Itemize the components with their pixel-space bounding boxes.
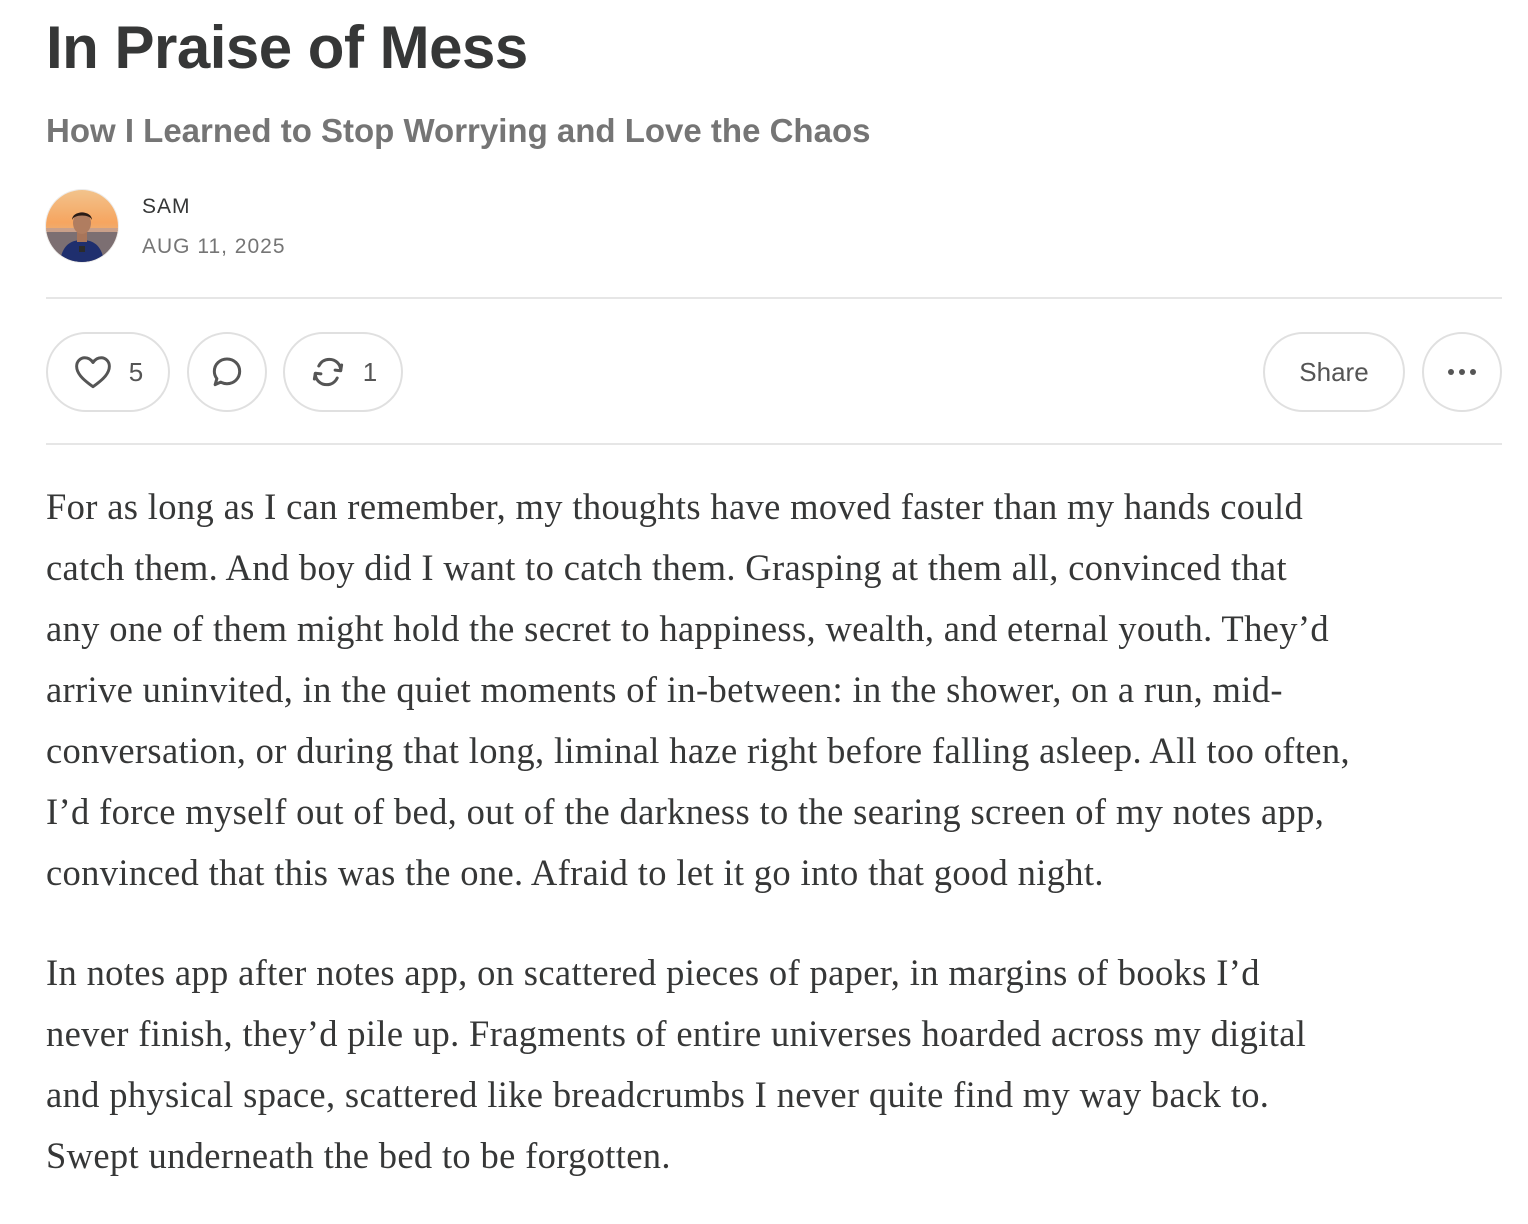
paragraph-line: and physical space, scattered like breadcrumbs I never quite find my way back to. [46, 1074, 1270, 1115]
author-avatar[interactable] [46, 190, 118, 262]
post-title: In Praise of Mess [46, 14, 528, 81]
paragraph-line: catch them. And boy did I want to catch them. Grasping at them all, convinced that [46, 547, 1287, 588]
post-date: AUG 11, 2025 [142, 235, 286, 258]
paragraph-line: For as long as I can remember, my thoughts have moved faster than my hands could [46, 486, 1304, 527]
paragraph-line: In notes app after notes app, on scattered pieces of paper, in margins of books I’d [46, 952, 1260, 993]
paragraph-line: never finish, they’d pile up. Fragments of entire universes hoarded across my digital [46, 1013, 1307, 1054]
restack-count: 1 [362, 357, 378, 387]
divider [46, 297, 1502, 299]
byline [46, 190, 646, 264]
paragraph-line: Swept underneath the bed to be forgotten. [46, 1135, 671, 1176]
post-subtitle: How I Learned to Stop Worrying and Love the Chaos [46, 112, 871, 149]
restack-button[interactable] [283, 332, 403, 412]
heart-icon [73, 354, 113, 390]
more-dots-icon [1446, 368, 1478, 376]
divider [46, 443, 1502, 445]
paragraph-line: convinced that this was the one. Afraid to let it go into that good night. [46, 852, 1104, 893]
body-paragraph [46, 476, 1516, 903]
restack-icon [309, 353, 347, 391]
paragraph-line: conversation, or during that long, liminal haze right before falling asleep. All too often, [46, 730, 1350, 771]
paragraph-line: any one of them might hold the secret to happiness, wealth, and eternal youth. They’d [46, 608, 1329, 649]
share-button[interactable] [1263, 332, 1405, 412]
comment-icon [208, 353, 246, 391]
author-name[interactable]: SAM [142, 195, 191, 218]
body-paragraph [46, 942, 1516, 1186]
like-count: 5 [128, 357, 144, 387]
paragraph-line: I’d force myself out of bed, out of the darkness to the searing screen of my notes app, [46, 791, 1325, 832]
comment-button[interactable] [187, 332, 267, 412]
more-options-button[interactable] [1422, 332, 1502, 412]
like-button[interactable] [46, 332, 170, 412]
share-label: Share [1299, 357, 1369, 387]
paragraph-line: arrive uninvited, in the quiet moments of in-between: in the shower, on a run, mid- [46, 669, 1283, 710]
